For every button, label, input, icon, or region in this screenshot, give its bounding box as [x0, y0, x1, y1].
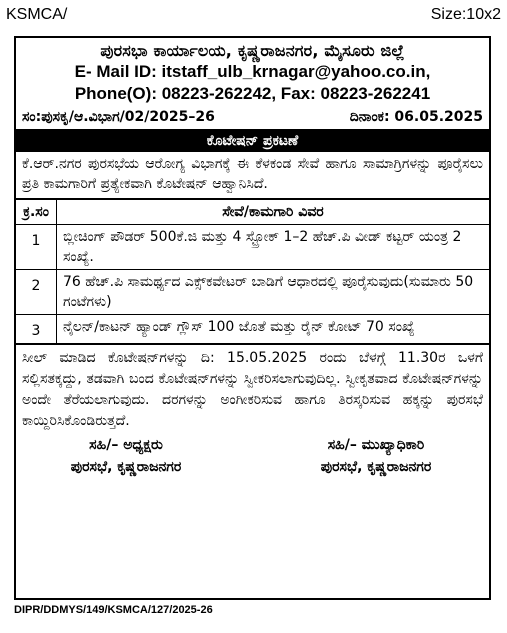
terms-paragraph: ಸೀಲ್ ಮಾಡಿದ ಕೊಟೇಷನ್‌ಗಳನ್ನು ದಿ: 15.05.2025 ರಂದು ಬೆಳಗ್ಗೆ 11.30ರ ಒಳಗೆ ಸಲ್ಲಿಸತಕ್ಕದ್ದು, ತಡವಾಗಿ ಬಂದ ಕೊಟೇಷನ್‌ಗಳನ್ನು ಸ್ವೀಕರಿಸಲಾಗುವುದಿಲ್ಲ. ಸ್ವೀಕೃತವಾದ ಕೊಟೇಷನ್‌ಗಳನ್ನು ಅಂದೇ ತೆರೆಯಲಾಗುವುದು. ದರಗಳನ್ನು ಅಂಗೀಕರಿಸುವ ಹಾಗೂ ತಿರಸ್ಕರಿಸುವ ಹಕ್ಕನ್ನು ಪುರಸಭೆ ಕಾಯ್ದಿರಿಸಿಕೊಂಡಿರುತ್ತದೆ. — [16, 344, 489, 432]
table-row — [16, 225, 489, 270]
signature-block — [16, 432, 489, 482]
phone-line: Phone(O): 08223-262242, Fax: 08223-262241 — [74, 84, 431, 103]
email-line: E- Mail ID: itstaff_ulb_krnagar@yahoo.co.in, — [74, 62, 431, 81]
reference-number: ಸಂ:ಪುಸಕೃ/ಆ.ವಿಭಾಗ/02/2025–26 — [22, 109, 215, 125]
reference-date: ದಿನಾಂಕ: 06.05.2025 — [349, 109, 483, 125]
chief-officer-office: ಪುರಸಭೆ, ಕೃಷ್ಣರಾಜನಗರ — [320, 459, 432, 475]
office-name: ಪುರಸಭಾ ಕಾರ್ಯಾಲಯ, ಕೃಷ್ಣರಾಜನಗರ, ಮೈಸೂರು ಜಿಲ್ಲೆ — [100, 41, 405, 60]
ad-size-label: Size:10x2 — [430, 6, 501, 23]
dipr-code: DIPR/DDMYS/149/KSMCA/127/2025-26 — [14, 604, 213, 616]
row-serial: 3 — [16, 315, 57, 344]
table-row — [16, 315, 489, 344]
intro-paragraph: ಕೆ.ಆರ್.ನಗರ ಪುರಸಭೆಯ ಆರೋಗ್ಯ ವಿಭಾಗಕ್ಕೆ ಈ ಕೆಳಕಂಡ ಸೇವೆ ಹಾಗೂ ಸಾಮಾಗ್ರಿಗಳನ್ನು ಪೂರೈಸಲು ಪ್ರತಿ ಕಾಮಗಾರಿಗೆ ಪ್ರತ್ಯೇಕವಾಗಿ ಕೊಟೇಷನ್ ಆಹ್ವಾನಿಸಿದೆ. — [16, 152, 489, 199]
president-office: ಪುರಸಭೆ, ಕೃಷ್ಣರಾಜನಗರ — [70, 459, 182, 475]
president-title: ಸಹಿ/– ಅಧ್ಯಕ್ಷರು — [89, 437, 163, 453]
works-table — [16, 199, 489, 344]
reference-row — [16, 107, 489, 130]
row-serial: 2 — [16, 270, 57, 315]
signature-president — [26, 434, 226, 478]
row-description: 76 ಹೆಚ್.ಪಿ ಸಾಮರ್ಥ್ಯದ ಎಕ್ಸ್‌ಕವೇಟರ್ ಬಾಡಿಗೆ ಆಧಾರದಲ್ಲಿ ಪೂರೈಸುವುದು(ಸುಮಾರು 50 ಗಂಟೆಗಳು) — [57, 270, 490, 315]
table-row — [16, 270, 489, 315]
notice-header — [16, 41, 489, 105]
notice-frame — [14, 36, 491, 600]
chief-officer-title: ಸಹಿ/– ಮುಖ್ಯಾಧಿಕಾರಿ — [327, 437, 425, 453]
row-description: ನೈಲನ್/ಕಾಟನ್ ಹ್ಯಾಂಡ್ ಗ್ಲೌಸ್ 100 ಜೊತೆ ಮತ್ತು ರೈನ್ ಕೋಟ್ 70 ಸಂಖ್ಯೆ — [57, 315, 490, 344]
signature-chief-officer — [276, 434, 476, 478]
notice-title: ಕೊಟೇಷನ್ ಪ್ರಕಟಣೆ — [16, 130, 489, 152]
ad-code-label: KSMCA/ — [6, 6, 68, 23]
table-header-row — [16, 200, 489, 225]
row-serial: 1 — [16, 225, 57, 270]
col-description-header: ಸೇವೆ/ಕಾಮಗಾರಿ ವಿವರ — [57, 200, 490, 225]
row-description: ಬ್ಲೀಚಿಂಗ್ ಪೌಡರ್ 500ಕೆ.ಜಿ ಮತ್ತು 4 ಸ್ಟ್ರೋಕ್ 1–2 ಹೆಚ್.ಪಿ ವೀಡ್ ಕಟ್ಟರ್ ಯಂತ್ರ 2 ಸಂಖ್ಯೆ. — [57, 225, 490, 270]
col-serial-header: ಕ್ರ.ಸಂ — [16, 200, 57, 225]
top-strip — [6, 6, 501, 26]
